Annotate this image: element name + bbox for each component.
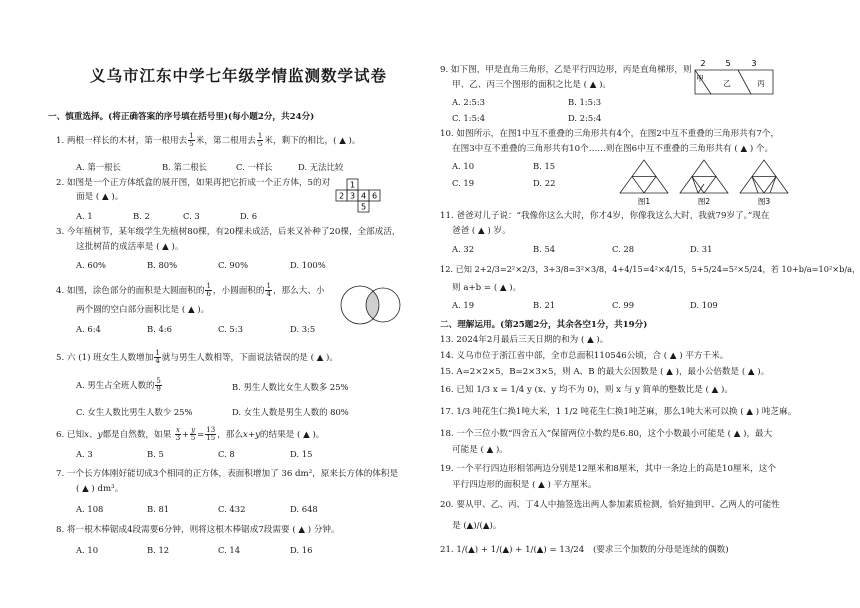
q5-option-b: B. 男生人数比女生人数多 25% (232, 382, 349, 392)
question-9-line-1: 9. 如下图，甲是直角三角形，乙是平行四边形，丙是直角梯形，则 (440, 65, 692, 75)
fig-2-label: 图2 (697, 197, 711, 206)
question-20-line-1: 20. 要从甲、乙、丙、丁4人中抽签选出两人参加素质检测，恰好抽到甲、乙两人的可能性 (440, 500, 780, 510)
triangle-figures (616, 157, 792, 207)
fig-1-label: 图1 (637, 197, 651, 206)
q5-option-a: A. 男生占全班人数的 $\frac{5}{9}$ (76, 377, 161, 393)
q8-option-d: D. 16 (290, 545, 313, 555)
question-19-line-1: 19. 一个平行四边形相邻两边分别是12厘米和8厘米，其中一条边上的高是10厘米，这个 (440, 464, 776, 474)
net-cell-1: 1 (349, 180, 356, 190)
two-circles-figure (332, 280, 414, 328)
q10-option-c: C. 19 (452, 178, 475, 188)
question-21 (440, 544, 729, 556)
q2-option-b: B. 2 (133, 211, 150, 221)
top-length-2: 2 (700, 59, 706, 68)
q7-option-a: A. 108 (76, 504, 104, 514)
q6-option-a: A. 3 (76, 449, 93, 459)
net-cell-6: 6 (371, 191, 378, 201)
q21-note: (要求三个加数的分母是连续的偶数) (592, 545, 729, 555)
q9-option-c: C. 1:5:4 (452, 113, 486, 123)
question-7-line-2: ( ▲ ) dm³。 (76, 484, 124, 494)
q5-option-d: D. 女生人数是男生人数的 80% (232, 407, 349, 417)
question-3-line-1: 3. 今年植树节，某年级学生先植树80棵，有20棵未成活，后来又补种了20棵，全部成活， (56, 227, 401, 237)
question-2-line-2: 面是 ( ▲ )。 (76, 192, 124, 202)
q12-option-a: A. 19 (452, 300, 475, 310)
shape-jia: 甲 (696, 74, 704, 83)
q3-option-b: B. 80% (147, 260, 178, 270)
shape-bing: 丙 (757, 79, 765, 88)
q11-option-b: B. 54 (533, 244, 556, 254)
exam-title: 义乌市江东中学七年级学情监测数学试卷 (90, 66, 388, 85)
question-18-line-2: 可能是 ( ▲ )。 (452, 445, 508, 455)
q8-option-c: C. 14 (218, 545, 241, 555)
q12-option-b: B. 21 (533, 300, 556, 310)
q6-option-d: D. 15 (290, 449, 313, 459)
q8-option-a: A. 10 (76, 545, 99, 555)
q9-option-b: B. 1:5:3 (568, 97, 602, 107)
question-17: 17. 1/3 吨花生仁换1吨大米，1 1/2 吨花生仁换1吨芝麻，那么1吨大米可以换 ( ▲ ) 吨芝麻。 (440, 407, 797, 417)
question-8: 8. 将一根木棒锯成4段需要6分钟，则将这根木棒锯成7段需要 ( ▲ ) 分钟。 (56, 525, 340, 535)
q3-option-c: C. 90% (218, 260, 249, 270)
q9-option-d: D. 2:5:4 (568, 113, 602, 123)
fig-3-label: 图3 (757, 197, 771, 206)
question-1: 1. 两根一样长的木材，第一根用去 $\frac{1}{5}$ 米，第二根用去 $\frac{1}{5}$ 米，剩下的相比，( ▲ )。 (56, 132, 361, 148)
q3-option-d: D. 100% (290, 260, 326, 270)
q11-option-a: A. 32 (452, 244, 475, 254)
cube-net-figure (335, 178, 383, 214)
q10-option-a: A. 10 (452, 161, 475, 171)
question-13: 13. 2024年2月最后三天日期的和为 ( ▲ )。 (440, 335, 609, 345)
question-5: 5. 六 (1) 班女生人数增加 $\frac{1}{4}$ 就与男生人数相等，下面说法错误的是 ( ▲ )。 (56, 349, 338, 365)
net-cell-3: 3 (349, 191, 356, 201)
question-9-line-2: 甲、乙、丙三个图形的面积之比是 ( ▲ )。 (452, 80, 612, 90)
question-15: 15. A=2×2×5，B=2×3×5，则 A、B 的最大公因数是 ( ▲ )，最小公倍数是 ( ▲ )。 (440, 367, 770, 377)
q1-option-a: A. 第一根长 (76, 162, 121, 172)
section-2-heading: 二、理解运用。(第25题2分，其余各空1分，共19分) (440, 320, 648, 330)
question-10-line-2: 在图3中互不重叠的三角形共有10个……则在图6中互不重叠的三角形共有 ( ▲ ) 个。 (452, 144, 774, 154)
q21-equation: 21. 1/(▲) + 1/(▲) + 1/(▲) = 13/24 (440, 545, 585, 555)
q2-option-a: A. 1 (76, 211, 93, 221)
q4-option-b: B. 4:6 (147, 324, 172, 334)
section-1-heading: 一、慎重选择。(将正确答案的序号填在括号里)(每小题2分，共24分) (48, 112, 315, 122)
q11-option-d: D. 31 (690, 244, 713, 254)
q7-option-b: B. 81 (147, 504, 170, 514)
question-18-line-1: 18. 一个三位小数“四舍五入”保留两位小数约是6.80，这个小数最小可能是 ( ▲ )，最大 (440, 429, 773, 439)
q2-option-d: D. 6 (240, 211, 258, 221)
question-4-line-2: 两个圆的空白部分面积比是 ( ▲ )。 (76, 305, 210, 315)
q6-option-c: C. 8 (218, 449, 235, 459)
shape-yi: 乙 (723, 79, 731, 88)
q2-option-c: C. 3 (183, 211, 200, 221)
net-cell-2: 2 (338, 191, 345, 201)
net-cell-5: 5 (360, 202, 367, 212)
q6-option-b: B. 5 (147, 449, 164, 459)
q11-option-c: C. 28 (612, 244, 635, 254)
q1-option-c: C. 一样长 (236, 162, 273, 172)
question-4-line-1: 4. 如图，涂色部分的面积是大圆面积的 $\frac{1}{6}$ ，小圆面积的 $\frac{1}{4}$ ，那么大、小 (56, 282, 325, 298)
question-10-line-1: 10. 如图所示，在图1中互不重叠的三角形共有4个，在图2中互不重叠的三角形共有7个， (440, 129, 780, 139)
q5-option-c: C. 女生人数比男生人数少 25% (76, 407, 193, 417)
question-11-line-1: 11. 爸爸对儿子说：“我像你这么大时，你才4岁，你像我这么大时，我就79岁了。”现在 (440, 211, 770, 221)
top-length-3: 3 (751, 59, 757, 68)
q7-option-c: C. 432 (218, 504, 246, 514)
q7-option-d: D. 648 (290, 504, 318, 514)
q12-option-c: C. 99 (612, 300, 635, 310)
q1-option-b: B. 第二根长 (162, 162, 207, 172)
q4-option-a: A. 6:4 (76, 324, 101, 334)
q8-option-b: B. 12 (147, 545, 170, 555)
q9-option-a: A. 2:5:3 (452, 97, 486, 107)
q4-option-d: D. 3:5 (290, 324, 316, 334)
question-19-line-2: 平行四边形的面积是 ( ▲ ) 平方厘米。 (452, 480, 597, 490)
question-2-line-1: 2. 如图是一个正方体纸盒的展开图，如果再把它折成一个正方体，5的对 (56, 178, 331, 188)
question-12-line-1: 12. 已知 2+2/3=2²×2/3，3+3/8=3²×3/8，4+4/15=4²×4/15，5+5/24=5²×5/24，若 10+b/a=10²×b/a， (440, 264, 860, 274)
q10-option-b: B. 15 (533, 161, 556, 171)
q3-option-a: A. 60% (76, 260, 106, 270)
net-cell-4: 4 (360, 191, 367, 201)
question-3-line-2: 这批树苗的成活率是 ( ▲ )。 (76, 242, 184, 252)
question-7-line-1: 7. 一个长方体刚好能切成3个相同的正方体，表面积增加了 36 dm²，原来长方体的体积是 (56, 469, 399, 479)
question-12-line-2: 则 a+b = ( ▲ )。 (452, 283, 522, 293)
question-6: 6. 已知x、y都是自然数，如果 $\frac{x}{3}$ + $\frac{y}{5}$ = $\frac{13}{15}$ ，那么x+y的结果是 ( ▲ )。 (56, 426, 325, 442)
q12-option-d: D. 109 (690, 300, 718, 310)
top-length-5: 5 (725, 59, 731, 68)
question-16: 16. 已知 1/3 x = 1/4 y (x、y 均不为 0)，则 x 与 y 简单的整数比是 ( ▲ )。 (440, 385, 733, 395)
question-14: 14. 义乌市位于浙江省中部，全市总面积110546公顷，合 ( ▲ ) 平方千米。 (440, 351, 729, 361)
q4-option-c: C. 5:3 (218, 324, 243, 334)
question-11-line-2: 爸爸 ( ▲ ) 岁。 (452, 226, 511, 236)
question-20-line-2: 是 (▲)/(▲)。 (452, 521, 502, 531)
q1-option-d: D. 无法比较 (298, 162, 344, 172)
q10-option-d: D. 22 (533, 178, 556, 188)
shapes-figure (693, 56, 775, 100)
